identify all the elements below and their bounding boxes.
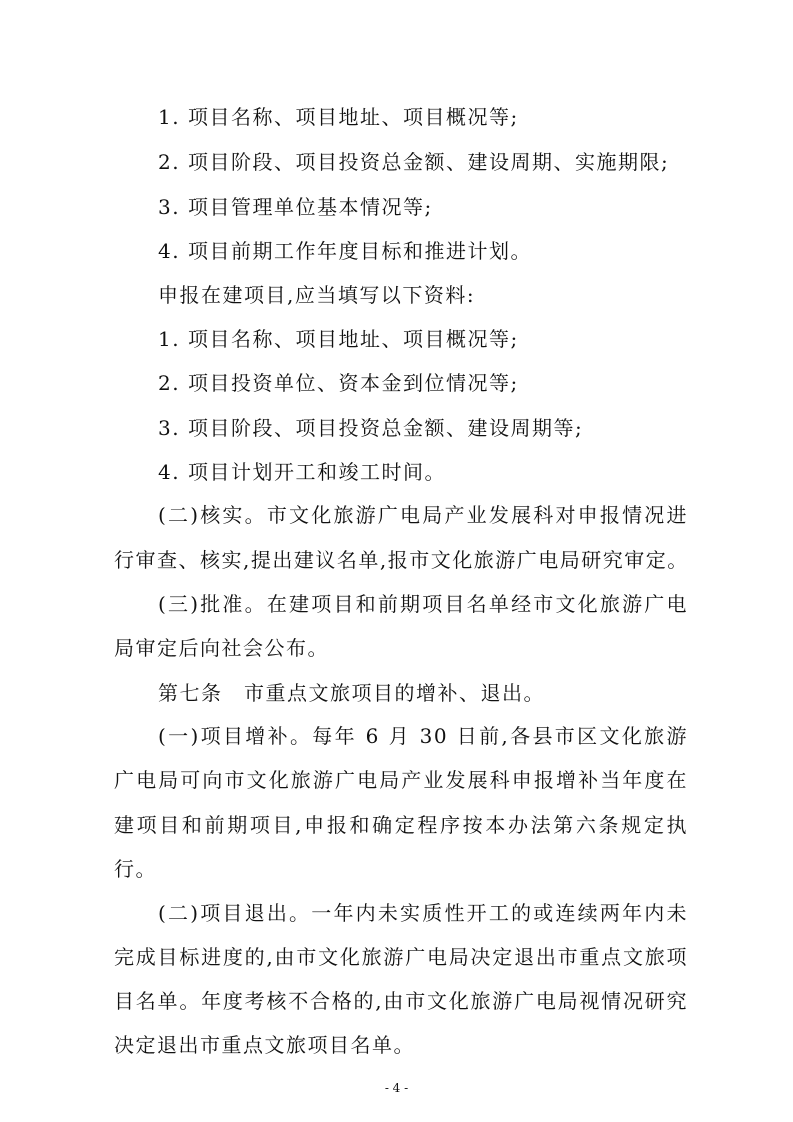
paragraph-text: 申报在建项目,应当填写以下资料:: [158, 283, 476, 307]
list-item: 3. 项目阶段、项目投资总金额、建设周期等;: [158, 416, 584, 440]
paragraph-text: 局审定后向社会公布。: [114, 636, 329, 660]
paragraph-text: (二)核实。市文化旅游广电局产业发展科对申报情况进: [158, 503, 688, 527]
list-item: 1. 项目名称、项目地址、项目概况等;: [158, 327, 519, 351]
paragraph-text: (三)批准。在建项目和前期项目名单经市文化旅游广电: [158, 592, 688, 616]
list-item: 2. 项目投资单位、资本金到位情况等;: [158, 371, 519, 395]
paragraph-text: 决定退出市重点文旅项目名单。: [114, 1033, 415, 1057]
list-item: 2. 项目阶段、项目投资总金额、建设周期、实施期限;: [158, 150, 670, 174]
paragraph-text: 广电局可向市文化旅游广电局产业发展科申报增补当年度在: [114, 768, 688, 792]
paragraph-text: 行审查、核实,提出建议名单,报市文化旅游广电局研究审定。: [114, 548, 689, 572]
paragraph-text: (二)项目退出。一年内未实质性开工的或连续两年内未: [158, 901, 688, 925]
paragraph-text: 行。: [114, 857, 157, 881]
list-item: 4. 项目前期工作年度目标和推进计划。: [158, 239, 532, 263]
page-number: - 4 -: [384, 1081, 409, 1095]
article-heading: 第七条 市重点文旅项目的增补、退出。: [158, 681, 545, 705]
list-item: 3. 项目管理单位基本情况等;: [158, 195, 433, 219]
paragraph-text: 完成目标进度的,由市文化旅游广电局决定退出市重点文旅项: [114, 945, 688, 969]
paragraph-text: 目名单。年度考核不合格的,由市文化旅游广电局视情况研究: [114, 989, 688, 1013]
paragraph-text: 建项目和前期项目,申报和确定程序按本办法第六条规定执: [114, 813, 688, 837]
paragraph-text: (一)项目增补。每年 6 月 30 日前,各县市区文化旅游: [158, 724, 688, 748]
list-item: 4. 项目计划开工和竣工时间。: [158, 460, 446, 484]
list-item: 1. 项目名称、项目地址、项目概况等;: [158, 105, 519, 129]
